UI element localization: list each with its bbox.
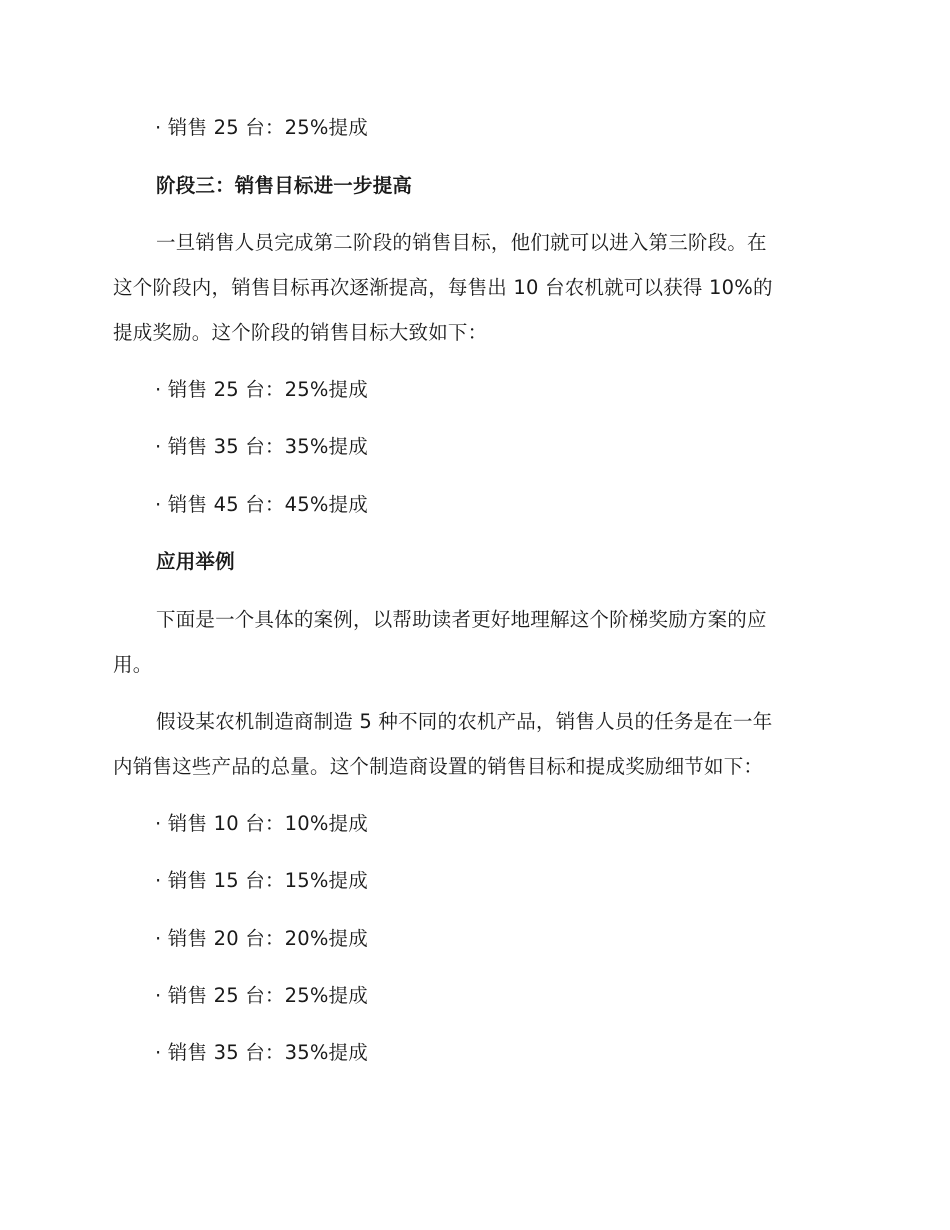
bullet-item: · 销售 45 台：45%提成 <box>155 493 368 516</box>
bullet-item: · 销售 35 台：35%提成 <box>155 435 368 458</box>
bullet-item: · 销售 15 台：15%提成 <box>155 869 368 892</box>
section-heading: 阶段三：销售目标进一步提高 <box>156 174 413 197</box>
section-heading: 应用举例 <box>156 550 235 573</box>
paragraph-line: 这个阶段内，销售目标再次逐渐提高，每售出 10 台农机就可以获得 10%的 <box>113 276 773 299</box>
bullet-item: · 销售 10 台：10%提成 <box>155 812 368 835</box>
paragraph-line: 用。 <box>113 653 153 676</box>
paragraph-line: 下面是一个具体的案例，以帮助读者更好地理解这个阶梯奖励方案的应 <box>156 608 767 631</box>
paragraph-line: 假设某农机制造商制造 5 种不同的农机产品，销售人员的任务是在一年 <box>156 710 773 733</box>
bullet-item: · 销售 20 台：20%提成 <box>155 927 368 950</box>
bullet-item: · 销售 25 台：25%提成 <box>155 984 368 1007</box>
paragraph-line: 一旦销售人员完成第二阶段的销售目标，他们就可以进入第三阶段。在 <box>156 231 767 254</box>
bullet-item: · 销售 25 台：25%提成 <box>155 378 368 401</box>
paragraph-line: 提成奖励。这个阶段的销售目标大致如下： <box>113 321 488 344</box>
bullet-item: · 销售 25 台：25%提成 <box>155 116 368 139</box>
bullet-item: · 销售 35 台：35%提成 <box>155 1041 368 1064</box>
paragraph-line: 内销售这些产品的总量。这个制造商设置的销售目标和提成奖励细节如下： <box>113 755 764 778</box>
